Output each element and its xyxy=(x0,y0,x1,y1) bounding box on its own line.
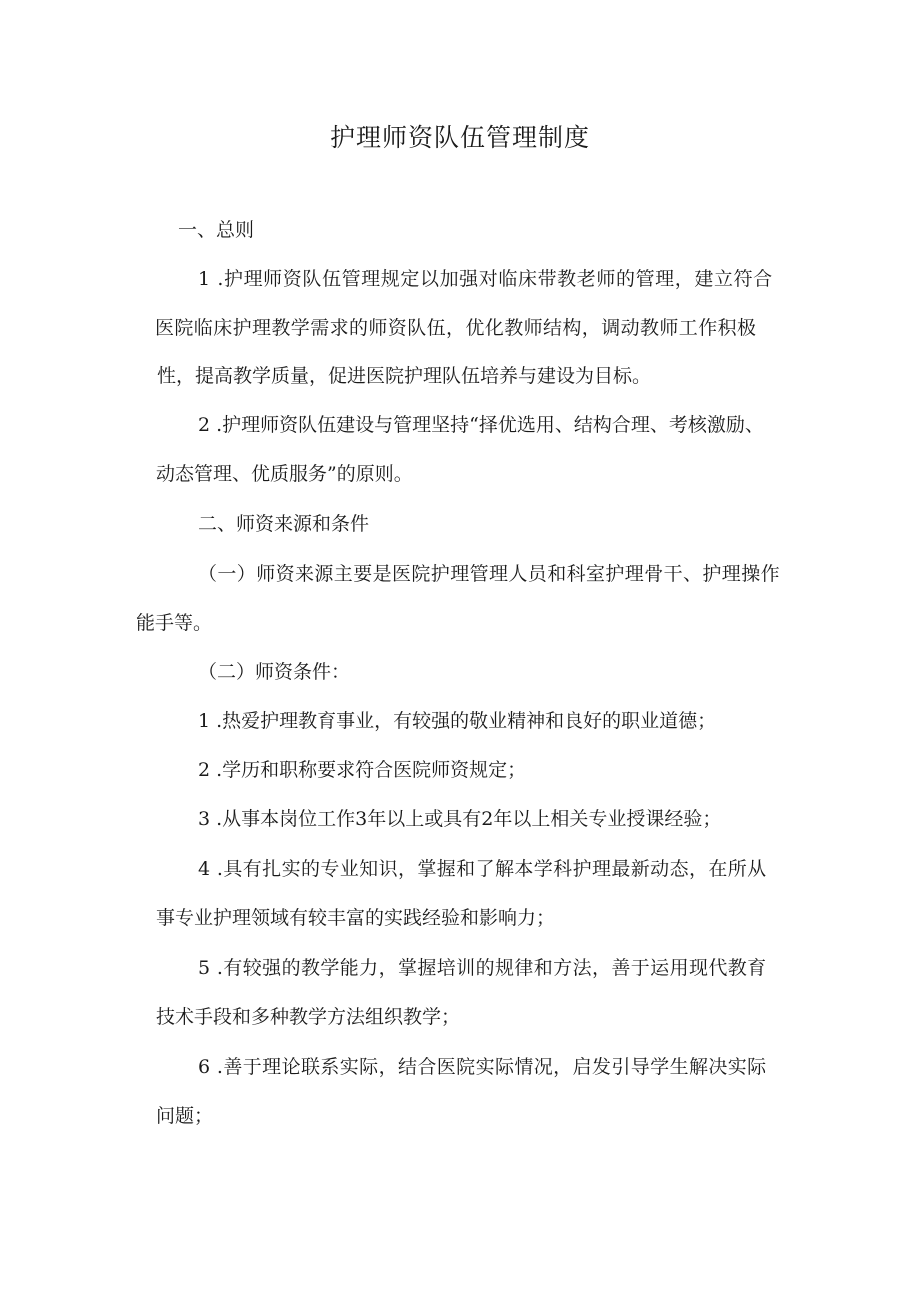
list-item-continued: 事专业护理领域有较丰富的实践经验和影响力； xyxy=(156,907,556,929)
list-item: 3 .从事本岗位工作3年以上或具有2年以上相关专业授课经验； xyxy=(198,808,722,830)
paragraph-line: 动态管理、优质服务”的原则。 xyxy=(156,463,413,485)
list-item: 1 .热爱护理教育事业，有较强的敬业精神和良好的职业道德； xyxy=(198,710,717,732)
list-item-continued: 问题； xyxy=(156,1105,214,1127)
list-item: 2 .学历和职称要求符合医院师资规定； xyxy=(198,759,527,781)
section-heading-sources: 二、师资来源和条件 xyxy=(198,513,370,535)
paragraph-line: 医院临床护理教学需求的师资队伍，优化教师结构，调动教师工作积极 xyxy=(155,317,757,339)
list-item: 5 .有较强的教学能力，掌握培训的规律和方法，善于运用现代教育 xyxy=(198,957,767,979)
paragraph-line: 能手等。 xyxy=(136,612,213,634)
paragraph-line: 1 .护理师资队伍管理规定以加强对临床带教老师的管理，建立符合 xyxy=(198,268,773,290)
list-item-continued: 技术手段和多种教学方法组织教学； xyxy=(156,1006,461,1028)
paragraph-line: 2 .护理师资队伍建设与管理坚持“择优选用、结构合理、考核激励、 xyxy=(198,414,764,436)
paragraph-line: 性，提高教学质量，促进医院护理队伍培养与建设为目标。 xyxy=(157,365,652,387)
list-item: 4 .具有扎实的专业知识，掌握和了解本学科护理最新动态，在所从 xyxy=(198,858,767,880)
paragraph-line: （一）师资来源主要是医院护理管理人员和科室护理骨干、护理操作 xyxy=(198,563,781,585)
section-heading-general: 一、总则 xyxy=(178,219,255,241)
subsection-heading: （二）师资条件： xyxy=(198,661,351,683)
document-title: 护理师资队伍管理制度 xyxy=(329,123,590,152)
list-item: 6 .善于理论联系实际，结合医院实际情况，启发引导学生解决实际 xyxy=(198,1056,767,1078)
